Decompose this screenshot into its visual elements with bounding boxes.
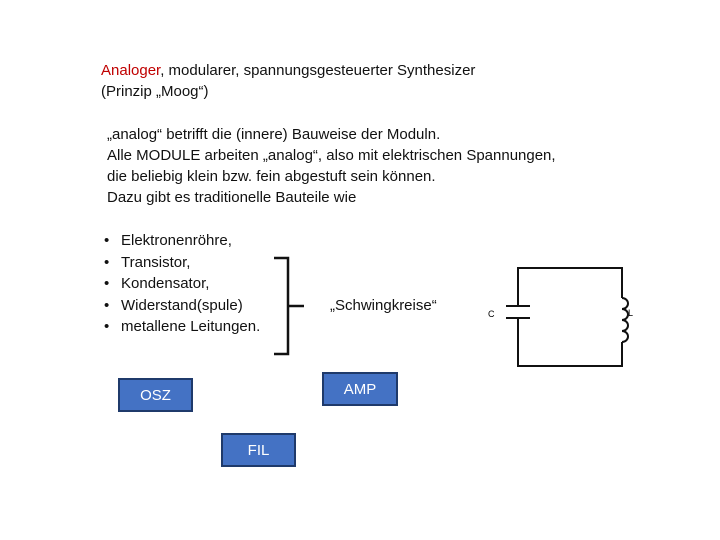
bracket-icon [270, 255, 310, 357]
schwingkreise-label: „Schwingkreise“ [330, 297, 437, 314]
list-item: • Kondensator, [104, 273, 260, 295]
list-item: • Transistor, [104, 252, 260, 274]
slide-title [101, 60, 475, 102]
title-subtitle: (Prinzip „Moog“) [101, 83, 209, 100]
fil-module: FIL [221, 433, 296, 467]
osz-module: OSZ [118, 378, 193, 412]
component-list [104, 230, 260, 338]
inductor-coil [622, 298, 628, 342]
list-item: • Elektronenröhre, [104, 230, 260, 252]
capacitor-label: C [488, 309, 495, 319]
lc-circuit-diagram [480, 262, 640, 374]
title-rest: , modularer, spannungsgesteuerter Synthesizer [160, 62, 476, 79]
paragraph-line: Alle MODULE arbeiten „analog“, also mit elektrischen Spannungen, [107, 147, 556, 164]
inductor-label: L [628, 308, 634, 318]
paragraph-line: die beliebig klein bzw. fein abgestuft sein können. [107, 168, 436, 185]
amp-module: AMP [322, 372, 398, 406]
list-item: • metallene Leitungen. [104, 316, 260, 338]
paragraph-line: „analog“ betrifft die (innere) Bauweise der Moduln. [107, 126, 441, 143]
paragraph-line: Dazu gibt es traditionelle Bauteile wie [107, 189, 357, 206]
description-paragraph [107, 124, 556, 208]
list-item: • Widerstand(spule) [104, 295, 260, 317]
title-highlight: Analoger [101, 62, 161, 79]
